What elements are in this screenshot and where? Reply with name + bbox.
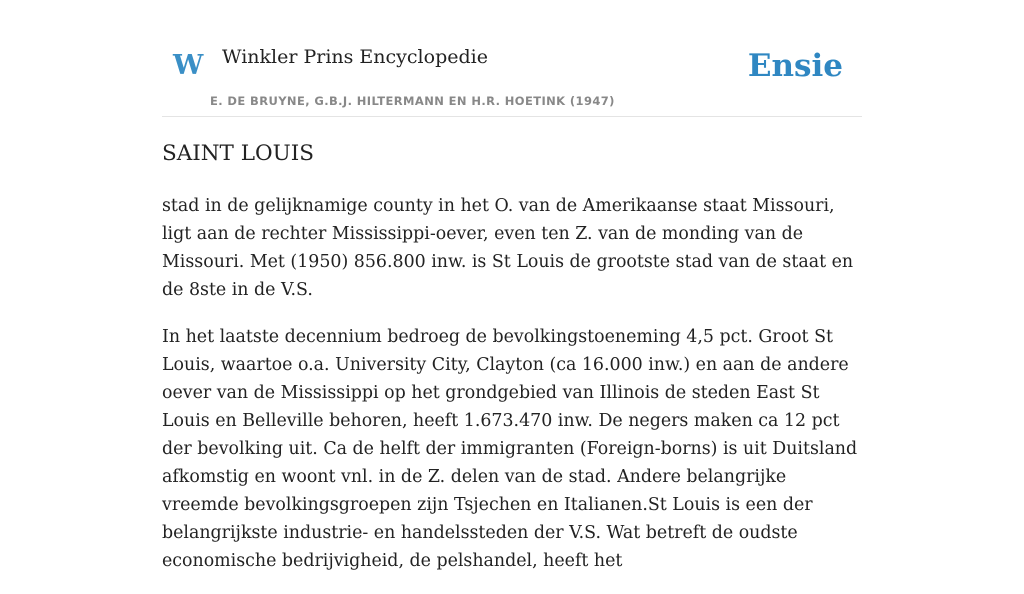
article-title: SAINT LOUIS	[162, 141, 314, 166]
authors-line: E. DE BRUYNE, G.B.J. HILTERMANN EN H.R. HOETINK (1947)	[210, 94, 615, 108]
site-header	[162, 0, 862, 117]
logo-icon[interactable]: W	[173, 50, 204, 81]
article-paragraph: stad in de gelijknamige county in het O. van de Amerikaanse staat Missouri, ligt aan de rechter Mississippi-oever, even ten Z. van de monding van de Missouri. Met (1950) 856.800 inw. is St Louis de grootste stad van de staat en de 8ste in de V.S.	[162, 196, 854, 300]
brand-logo[interactable]: Ensie	[747, 48, 843, 84]
site-title[interactable]: Winkler Prins Encyclopedie	[222, 46, 488, 68]
article-paragraph: In het laatste decennium bedroeg de bevolkingstoeneming 4,5 pct. Groot St Louis, waartoe o.a. University City, Clayton (ca 16.000 inw.) en aan de andere oever van de Mississippi op het grondgebied van Illinois de steden East St Louis en Belleville behoren, heeft 1.673.470 inw. De negers maken ca 12 pct der bevolking uit. Ca de helft der immigranten (Foreign-borns) is uit Duitsland afkomstig en woont vnl. in de Z. delen van de stad. Andere belangrijke vreemde bevolkingsgroepen zijn Tsjechen en Italianen.St Louis is een der belangrijkste industrie- en handelssteden der V.S. Wat betreft de oudste economische bedrijvigheid, de pelshandel, heeft het	[162, 327, 858, 571]
article-body	[162, 192, 862, 594]
